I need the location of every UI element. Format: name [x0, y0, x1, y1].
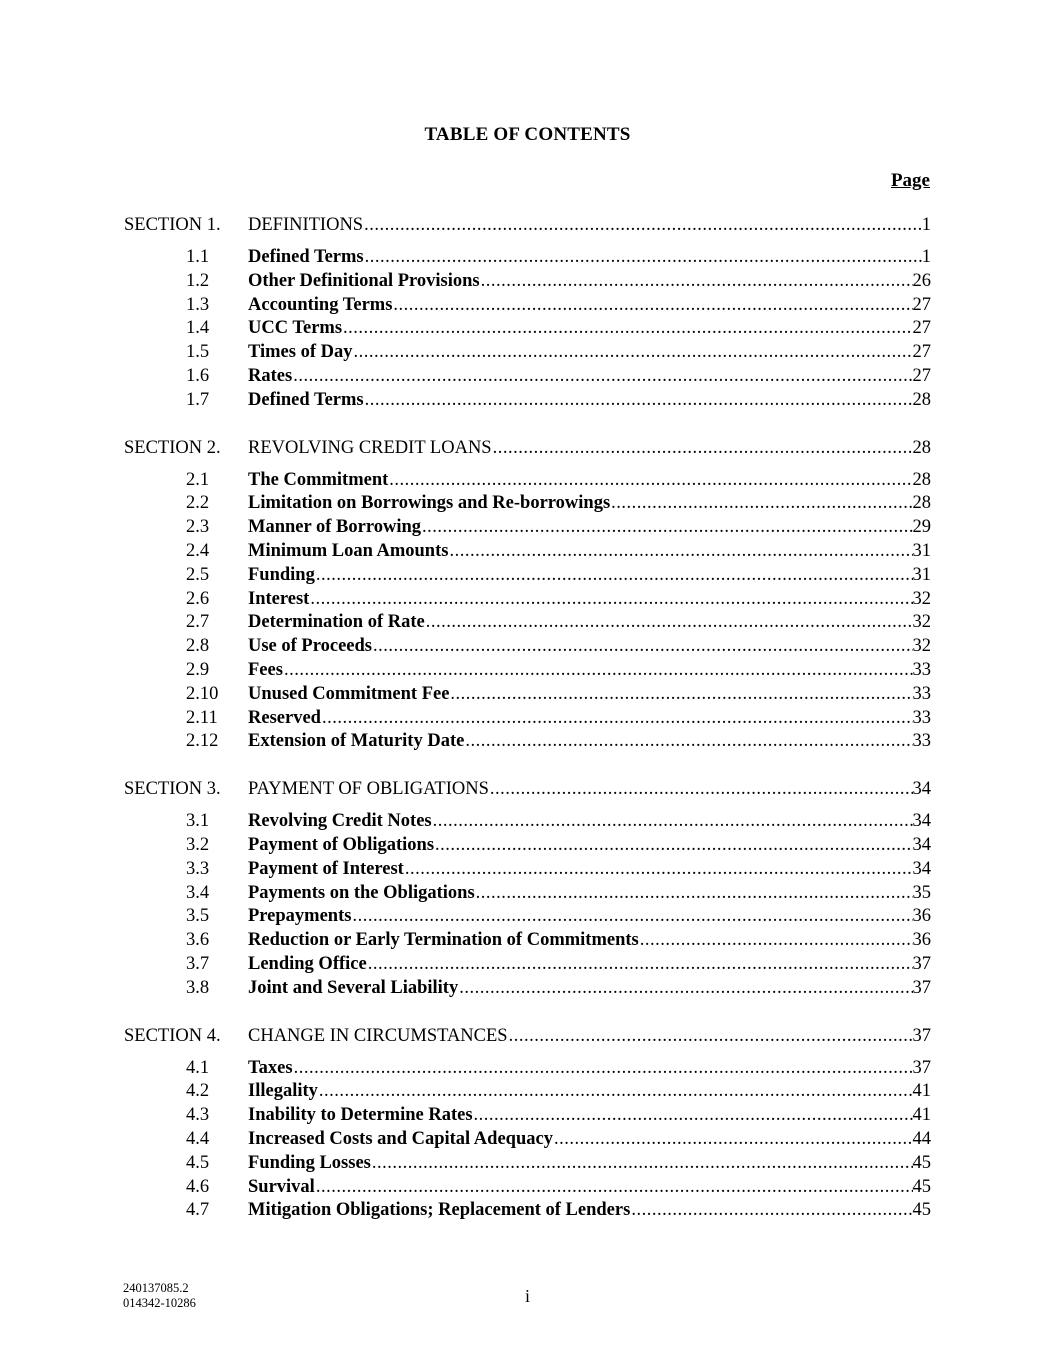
dot-leader [315, 1176, 913, 1200]
toc-entry-page: 28 [912, 493, 931, 514]
dot-leader [309, 588, 912, 612]
toc-entry-page: 28 [912, 469, 931, 490]
toc-entry-label: Defined Terms [248, 389, 364, 410]
toc-entry-number: 3.3 [186, 858, 210, 879]
toc-section-group [124, 212, 931, 413]
toc-entry[interactable] [124, 1199, 931, 1223]
toc-entry-number: 3.7 [186, 953, 210, 974]
toc-entry-number: 3.2 [186, 834, 210, 855]
toc-entry-label: Illegality [248, 1081, 318, 1102]
toc-entry-page: 1 [921, 247, 931, 267]
toc-section-group [124, 1023, 931, 1224]
toc-entry-number: 1.7 [186, 389, 210, 410]
toc-entry-label: Limitation on Borrowings and Re-borrowings [248, 493, 611, 514]
toc-entry-label: Other Definitional Provisions [248, 270, 480, 291]
dot-leader [432, 810, 913, 834]
toc-entry[interactable] [124, 730, 931, 754]
toc-entry-number: 2.4 [186, 540, 210, 561]
page-number: i [524, 1286, 530, 1306]
toc-entry-page: 37 [912, 1057, 931, 1078]
toc-entry-number: 2.10 [186, 683, 219, 704]
toc-entry-number: 2.9 [186, 659, 210, 680]
toc-section-heading-label: DEFINITIONS [248, 215, 364, 235]
dot-leader [421, 516, 912, 540]
dot-leader [630, 1199, 912, 1223]
toc-entry-number: 2.3 [186, 517, 210, 538]
dot-leader [371, 1152, 913, 1176]
dot-leader [480, 270, 913, 294]
toc-entry-page: 27 [912, 294, 931, 315]
toc-entry-label: Reserved [248, 707, 321, 728]
toc-entry-page: 45 [912, 1176, 931, 1197]
toc-section-heading-page: 1 [921, 215, 931, 235]
dot-leader [508, 1023, 913, 1049]
toc-section-heading[interactable] [124, 1023, 931, 1049]
toc-entry-label: Taxes [248, 1057, 293, 1078]
toc-entry-page: 41 [912, 1081, 931, 1102]
toc-entry[interactable] [124, 294, 931, 318]
toc-entry-label: Increased Costs and Capital Adequacy [248, 1128, 553, 1149]
toc-entry-label: Lending Office [248, 953, 367, 974]
toc-entry-page: 35 [912, 882, 931, 903]
dot-leader [342, 317, 912, 341]
toc-entry[interactable] [124, 1080, 931, 1104]
toc-section-heading-label: CHANGE IN CIRCUMSTANCES [248, 1025, 508, 1046]
toc-entry-page: 26 [912, 270, 931, 291]
dot-leader [363, 212, 922, 238]
toc-entry-page: 31 [912, 564, 931, 585]
toc-entry-label: Unused Commitment Fee [248, 683, 450, 704]
toc-entry-number: 2.1 [186, 469, 210, 490]
toc-entry-page: 36 [912, 906, 931, 927]
toc-entry[interactable] [124, 588, 931, 612]
toc-entry-number: 3.5 [186, 906, 210, 927]
dot-leader [372, 635, 913, 659]
toc-section-heading-page: 37 [912, 1025, 931, 1046]
toc-section-heading-number: SECTION 3. [124, 779, 221, 800]
toc-entry[interactable] [124, 1176, 931, 1200]
toc-entry[interactable] [124, 469, 931, 493]
toc-entry-label: UCC Terms [248, 318, 343, 339]
toc-entry[interactable] [124, 905, 931, 929]
toc-entry-page: 37 [912, 953, 931, 974]
dot-leader [473, 1104, 913, 1128]
toc-section-heading[interactable] [124, 212, 931, 238]
dot-leader [610, 492, 912, 516]
toc-entry-label: Payment of Interest [248, 858, 404, 879]
toc-entry-page: 33 [912, 683, 931, 704]
toc-entry-label: Defined Terms [248, 247, 364, 267]
toc-entry-label: Funding Losses [248, 1152, 371, 1173]
dot-leader [448, 540, 912, 564]
toc-entry-number: 4.6 [186, 1176, 210, 1197]
dot-leader [315, 564, 913, 588]
dot-leader [353, 341, 913, 365]
toc-entry-label: Revolving Credit Notes [248, 811, 432, 832]
toc-entry-number: 1.2 [186, 270, 210, 291]
dot-leader [392, 294, 912, 318]
toc-entry-label: Extension of Maturity Date [248, 731, 465, 752]
toc-entry[interactable] [124, 683, 931, 707]
toc-entry-number: 4.1 [186, 1057, 210, 1078]
dot-leader [475, 882, 913, 906]
dot-leader [464, 730, 912, 754]
toc-entry[interactable] [124, 365, 931, 389]
toc-entry-page: 27 [912, 342, 931, 363]
toc-entry-page: 31 [912, 540, 931, 561]
dot-leader [364, 246, 922, 270]
toc-section-heading-label: REVOLVING CREDIT LOANS [248, 437, 492, 458]
toc-entry-page: 37 [912, 977, 931, 998]
toc-entry-number: 1.4 [186, 318, 210, 339]
toc-entry-label: Payment of Obligations [248, 834, 435, 855]
toc-entry[interactable] [124, 929, 931, 953]
toc-entry[interactable] [124, 707, 931, 731]
toc-section-group [124, 435, 931, 755]
dot-leader [489, 776, 913, 802]
toc-entry[interactable] [124, 1057, 931, 1081]
toc-entry-page: 27 [912, 365, 931, 386]
toc-entry-number: 1.3 [186, 294, 210, 315]
toc-entry-page: 32 [912, 588, 931, 609]
page-column-header: Page [890, 170, 930, 191]
toc-entry-label: Times of Day [248, 342, 353, 363]
dot-leader [553, 1128, 913, 1152]
toc-entry[interactable] [124, 858, 931, 882]
dot-leader [434, 834, 912, 858]
toc-entry[interactable] [124, 635, 931, 659]
dot-leader [351, 905, 912, 929]
toc-entry-page: 27 [912, 318, 931, 339]
toc-title: TABLE OF CONTENTS [424, 124, 631, 145]
toc-entry-number: 4.7 [186, 1200, 210, 1221]
toc-entry-label: The Commitment [248, 469, 389, 490]
toc-entry-label: Rates [248, 365, 293, 386]
toc-section-heading-label: PAYMENT OF OBLIGATIONS [248, 779, 489, 800]
toc-entry-label: Manner of Borrowing [248, 517, 422, 538]
toc-entry-page: 45 [912, 1200, 931, 1221]
toc-entry[interactable] [124, 492, 931, 516]
toc-entry-label: Determination of Rate [248, 612, 425, 633]
toc-entry[interactable] [124, 659, 931, 683]
toc-entry[interactable] [124, 611, 931, 635]
toc-entry-label: Mitigation Obligations; Replacement of Lenders [248, 1200, 631, 1221]
toc-entry-number: 3.6 [186, 930, 210, 951]
toc-entry-number: 1.6 [186, 365, 210, 386]
toc-entry-label: Funding [248, 564, 315, 585]
toc-entry-page: 34 [912, 858, 931, 879]
dot-leader [404, 858, 913, 882]
toc-entry-number: 2.7 [186, 612, 210, 633]
toc-entry[interactable] [124, 270, 931, 294]
document-id-line-1: 240137085.2 [123, 1281, 189, 1295]
toc-entry[interactable] [124, 564, 931, 588]
toc-entry-page: 33 [912, 659, 931, 680]
toc-entry-number: 1.5 [186, 342, 210, 363]
toc-entry-label: Interest [248, 588, 310, 609]
toc-entry-page: 41 [912, 1105, 931, 1126]
toc-entry-number: 2.2 [186, 493, 210, 514]
toc-entry-number: 4.2 [186, 1081, 210, 1102]
toc-entry-label: Survival [248, 1176, 315, 1197]
dot-leader [388, 469, 912, 493]
dot-leader [318, 1080, 913, 1104]
dot-leader [293, 1057, 913, 1081]
toc-entry[interactable] [124, 540, 931, 564]
dot-leader [283, 659, 913, 683]
toc-entry-number: 2.6 [186, 588, 210, 609]
toc-entry-page: 33 [912, 731, 931, 752]
toc-entry-number: 3.4 [186, 882, 210, 903]
toc-entry[interactable] [124, 246, 931, 270]
toc-entry[interactable] [124, 1152, 931, 1176]
toc-entry-page: 33 [912, 707, 931, 728]
toc-entry-number: 2.8 [186, 636, 210, 657]
toc-section-group [124, 776, 931, 1000]
toc-section-heading-number: SECTION 1. [124, 215, 221, 235]
toc-entry-number: 4.5 [186, 1152, 210, 1173]
toc-entry-page: 32 [912, 612, 931, 633]
toc-entry-number: 2.11 [186, 707, 218, 728]
toc-section-heading-number: SECTION 2. [124, 437, 221, 458]
toc-entry-number: 4.3 [186, 1105, 210, 1126]
toc-entry-page: 32 [912, 636, 931, 657]
toc-entry-page: 28 [912, 389, 931, 410]
toc-entry[interactable] [124, 341, 931, 365]
toc-entry[interactable] [124, 516, 931, 540]
dot-leader [364, 389, 913, 413]
toc-entry[interactable] [124, 977, 931, 1001]
toc-entry[interactable] [124, 834, 931, 858]
toc-section-heading[interactable] [124, 435, 931, 461]
toc-entry-label: Joint and Several Liability [248, 977, 459, 998]
toc-entry-number: 4.4 [186, 1128, 210, 1149]
toc-entry-label: Inability to Determine Rates [248, 1105, 473, 1126]
toc-entry-label: Reduction or Early Termination of Commitments [248, 930, 639, 951]
toc-entry-page: 44 [912, 1128, 931, 1149]
toc-entry[interactable] [124, 389, 931, 413]
toc-entry-number: 2.12 [186, 731, 219, 752]
toc-entry[interactable] [124, 1104, 931, 1128]
toc-section-heading-number: SECTION 4. [124, 1025, 221, 1046]
toc-entry-page: 34 [912, 811, 931, 832]
toc-section-heading[interactable] [124, 776, 931, 802]
toc-section-heading-page: 34 [912, 779, 931, 800]
toc-entry-page: 29 [912, 517, 931, 538]
toc-entry-label: Use of Proceeds [248, 636, 372, 657]
toc-entry-page: 34 [912, 834, 931, 855]
toc-entry[interactable] [124, 953, 931, 977]
toc-entry-page: 36 [912, 930, 931, 951]
toc-entry-number: 1.1 [186, 247, 210, 267]
dot-leader [367, 953, 913, 977]
toc-entry-number: 2.5 [186, 564, 210, 585]
toc-entry-label: Payments on the Obligations [248, 882, 475, 903]
toc-entry-number: 3.1 [186, 811, 210, 832]
dot-leader [492, 435, 913, 461]
toc-entry[interactable] [124, 882, 931, 906]
toc-entry[interactable] [124, 317, 931, 341]
toc-entry-label: Fees [248, 659, 283, 680]
dot-leader [458, 977, 912, 1001]
dot-leader [639, 929, 913, 953]
document-id-line-2: 014342-10286 [123, 1296, 196, 1310]
toc-entry-page: 45 [912, 1152, 931, 1173]
toc-entry-label: Minimum Loan Amounts [248, 540, 449, 561]
toc-entry-label: Prepayments [248, 906, 352, 927]
table-of-contents [124, 212, 931, 1245]
toc-entry[interactable] [124, 1128, 931, 1152]
dot-leader [321, 707, 913, 731]
toc-entry[interactable] [124, 810, 931, 834]
dot-leader [449, 683, 912, 707]
toc-entry-number: 3.8 [186, 977, 210, 998]
toc-section-heading-page: 28 [912, 437, 931, 458]
dot-leader [425, 611, 913, 635]
dot-leader [292, 365, 912, 389]
toc-entry-label: Accounting Terms [248, 294, 393, 315]
